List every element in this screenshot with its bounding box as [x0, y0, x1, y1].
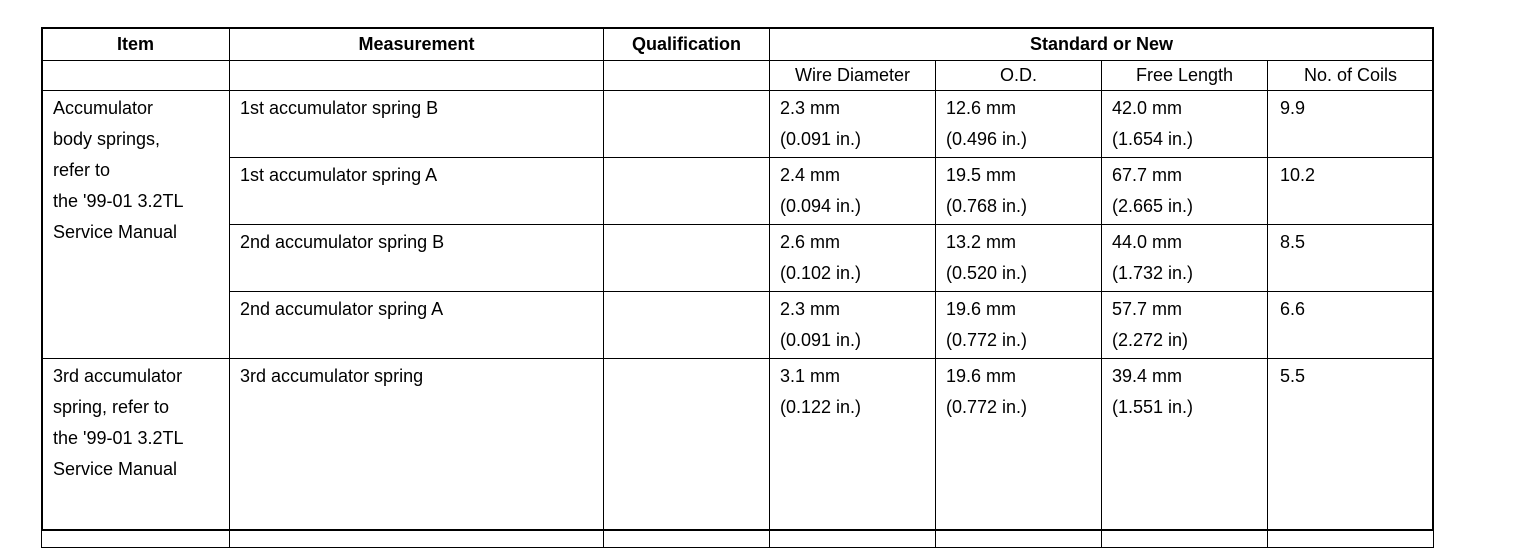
free-length-cell [1102, 158, 1268, 225]
free-length-text: 44.0 mm (1.732 in.) [1112, 232, 1194, 283]
od-cell [936, 158, 1102, 225]
coils-text: 9.9 [1280, 98, 1306, 118]
subheader-od: O.D. [936, 61, 1102, 91]
item-text: 3rd accumulator spring, refer to the '99-01 3.2TL Service Manual [53, 366, 184, 479]
wire-diameter-cell [770, 158, 936, 225]
measurement-text: 1st accumulator spring B [240, 98, 439, 118]
measurement-cell [230, 292, 604, 359]
wire-diameter-cell [770, 225, 936, 292]
subheader-wire-diameter: Wire Diameter [770, 61, 936, 91]
qualification-text [604, 225, 769, 229]
measurement-text: 2nd accumulator spring B [240, 232, 445, 252]
od-text: 19.6 mm (0.772 in.) [946, 299, 1028, 350]
header-standard-or-new: Standard or New [770, 28, 1434, 61]
qualification-cell [604, 158, 770, 225]
wire-diameter-text: 2.4 mm (0.094 in.) [780, 165, 862, 216]
free-length-text: 39.4 mm (1.551 in.) [1112, 366, 1194, 417]
measurement-text: 2nd accumulator spring A [240, 299, 444, 319]
coils-cell [1268, 225, 1434, 292]
qualification-cell [604, 91, 770, 158]
free-length-cell [1102, 359, 1268, 548]
subheader-row [42, 61, 1434, 91]
qualification-text [604, 292, 769, 296]
wire-diameter-text: 2.3 mm (0.091 in.) [780, 299, 862, 350]
wire-diameter-cell [770, 292, 936, 359]
qualification-cell [604, 225, 770, 292]
measurement-cell [230, 91, 604, 158]
od-text: 19.6 mm (0.772 in.) [946, 366, 1028, 417]
table-row [42, 359, 1434, 548]
subheader-no-of-coils: No. of Coils [1268, 61, 1434, 91]
qualification-text [604, 91, 769, 95]
od-cell [936, 225, 1102, 292]
coils-text: 8.5 [1280, 232, 1306, 252]
qualification-cell [604, 292, 770, 359]
qualification-text [604, 158, 769, 162]
header-row [42, 28, 1434, 61]
measurement-text: 1st accumulator spring A [240, 165, 438, 185]
wire-diameter-cell [770, 359, 936, 548]
free-length-cell [1102, 225, 1268, 292]
od-text: 19.5 mm (0.768 in.) [946, 165, 1028, 216]
header-measurement: Measurement [230, 28, 604, 61]
wire-diameter-text: 2.3 mm (0.091 in.) [780, 98, 862, 149]
subheader-blank-item [42, 61, 230, 91]
subheader-blank-qualification [604, 61, 770, 91]
header-item: Item [42, 28, 230, 61]
od-text: 13.2 mm (0.520 in.) [946, 232, 1028, 283]
free-length-cell [1102, 91, 1268, 158]
subheader-free-length: Free Length [1102, 61, 1268, 91]
qualification-text [604, 359, 769, 363]
free-length-cell [1102, 292, 1268, 359]
free-length-text: 57.7 mm (2.272 in) [1112, 299, 1189, 350]
header-qualification: Qualification [604, 28, 770, 61]
coils-text: 6.6 [1280, 299, 1306, 319]
od-cell [936, 359, 1102, 548]
od-text: 12.6 mm (0.496 in.) [946, 98, 1028, 149]
coils-text: 10.2 [1280, 165, 1316, 185]
table-row [42, 292, 1434, 359]
measurement-cell [230, 158, 604, 225]
item-text: Accumulator body springs, refer to the '99-01 3.2TL Service Manual [53, 98, 184, 242]
spring-spec-table [41, 27, 1434, 548]
item-cell [42, 91, 230, 359]
wire-diameter-text: 2.6 mm (0.102 in.) [780, 232, 862, 283]
qualification-cell [604, 359, 770, 548]
od-cell [936, 91, 1102, 158]
wire-diameter-cell [770, 91, 936, 158]
subheader-blank-measurement [230, 61, 604, 91]
coils-text: 5.5 [1280, 366, 1306, 386]
measurement-cell [230, 359, 604, 548]
measurement-cell [230, 225, 604, 292]
table-row [42, 225, 1434, 292]
item-cell [42, 359, 230, 548]
od-cell [936, 292, 1102, 359]
coils-cell [1268, 91, 1434, 158]
coils-cell [1268, 292, 1434, 359]
coils-cell [1268, 158, 1434, 225]
measurement-text: 3rd accumulator spring [240, 366, 424, 386]
table-row [42, 158, 1434, 225]
coils-cell [1268, 359, 1434, 548]
free-length-text: 67.7 mm (2.665 in.) [1112, 165, 1194, 216]
wire-diameter-text: 3.1 mm (0.122 in.) [780, 366, 862, 417]
free-length-text: 42.0 mm (1.654 in.) [1112, 98, 1194, 149]
table-row [42, 91, 1434, 158]
